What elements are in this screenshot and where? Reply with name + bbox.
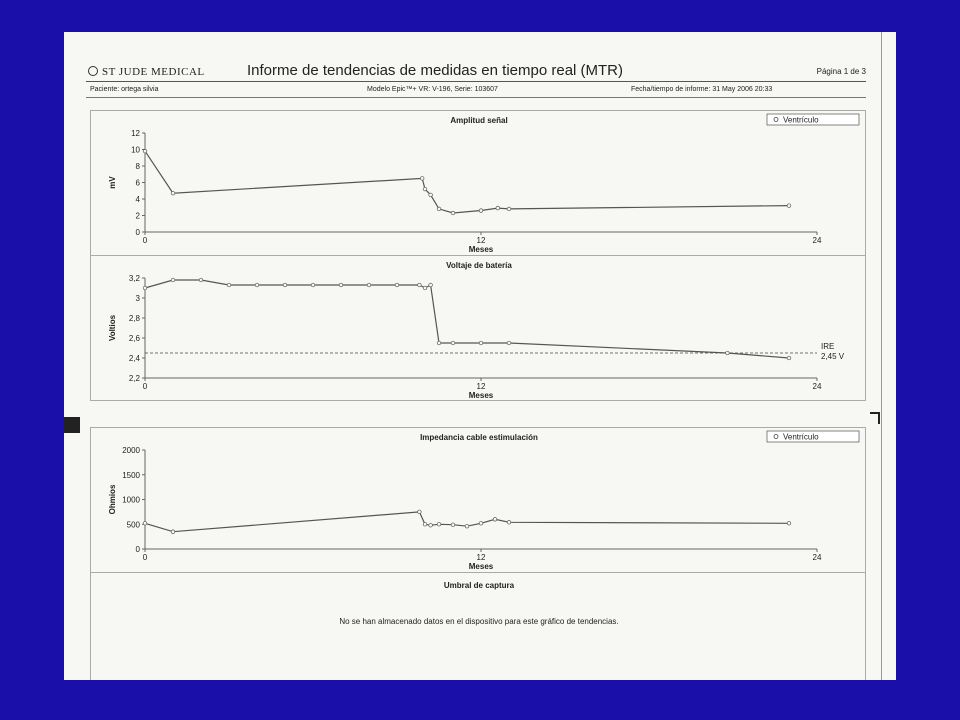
y-tick-label: 3 <box>135 294 140 303</box>
y-tick-label: 2,4 <box>128 354 140 363</box>
brand-name: ST JUDE MEDICAL <box>102 66 205 78</box>
y-axis-label: mV <box>108 176 117 189</box>
chart-panel-signal-amplitude <box>90 110 866 255</box>
x-tick-label: 12 <box>476 236 486 245</box>
data-point <box>429 283 433 287</box>
data-point <box>437 341 441 345</box>
data-point <box>465 524 469 528</box>
y-tick-label: 3,2 <box>128 274 140 283</box>
y-tick-label: 2,6 <box>128 334 140 343</box>
data-point <box>311 283 315 287</box>
x-axis-label: Meses <box>468 391 494 400</box>
report-date: Fecha/tiempo de informe: 31 May 2006 20:33 <box>631 86 773 93</box>
chart-title: Impedancia cable estimulación <box>420 433 538 442</box>
series-line <box>145 512 789 532</box>
y-tick-label: 2,8 <box>128 314 140 323</box>
data-point <box>395 283 399 287</box>
data-point <box>283 283 287 287</box>
y-axis-label: Ohmios <box>108 484 117 515</box>
y-tick-label: 4 <box>135 195 140 204</box>
y-tick-label: 1500 <box>122 470 140 480</box>
y-tick-label: 2 <box>135 211 140 221</box>
y-tick-label: 0 <box>135 228 140 237</box>
data-point <box>726 351 730 355</box>
data-point <box>451 211 455 215</box>
data-point <box>479 209 483 213</box>
capture-threshold-panel <box>90 572 866 680</box>
header-divider-2 <box>86 97 866 98</box>
logo-icon <box>88 66 98 76</box>
data-point <box>493 518 497 522</box>
y-tick-label: 2,2 <box>128 374 140 383</box>
data-point <box>339 283 343 287</box>
x-tick-label: 12 <box>476 553 486 562</box>
data-point <box>451 341 455 345</box>
data-point <box>507 520 511 524</box>
chart-battery-voltage <box>91 256 867 402</box>
capture-threshold-title: Umbral de captura <box>443 581 515 590</box>
data-point <box>429 523 433 527</box>
x-axis-label: Meses <box>468 245 494 254</box>
patient-name: Paciente: ortega silvia <box>90 86 159 93</box>
y-tick-label: 10 <box>131 145 140 155</box>
x-tick-label: 0 <box>142 553 148 562</box>
data-point <box>479 521 483 525</box>
data-point <box>367 283 371 287</box>
data-point <box>143 521 147 525</box>
page-edge-line <box>881 32 882 680</box>
y-tick-label: 2000 <box>122 446 140 455</box>
chart-lead-impedance <box>91 428 867 573</box>
data-point <box>171 530 175 534</box>
data-point <box>199 278 203 282</box>
data-point <box>143 286 147 290</box>
series-line <box>145 280 789 358</box>
data-point <box>479 341 483 345</box>
reference-value-label: 2,45 V <box>821 352 845 361</box>
series-line <box>145 151 789 213</box>
data-point <box>143 149 147 153</box>
device-model: Modelo Epic™+ VR: V-196, Serie: 103607 <box>367 86 498 93</box>
x-tick-label: 24 <box>812 382 822 391</box>
scan-mark <box>64 417 80 433</box>
x-tick-label: 24 <box>812 553 822 562</box>
y-tick-label: 8 <box>135 162 140 171</box>
x-axis-label: Meses <box>468 562 494 571</box>
x-tick-label: 0 <box>142 236 148 245</box>
chart-panel-lead-impedance <box>90 427 866 572</box>
y-tick-label: 1000 <box>122 495 140 505</box>
no-data-message: No se han almacenado datos en el dispositivo para este gráfico de tendencias. <box>339 617 619 626</box>
data-point <box>787 204 791 208</box>
legend-label: Ventrículo <box>783 115 819 125</box>
y-tick-label: 0 <box>135 545 140 554</box>
data-point <box>418 510 422 514</box>
data-point <box>451 523 455 527</box>
report-paper <box>64 32 896 680</box>
report-title: Informe de tendencias de medidas en tiempo real (MTR) <box>247 62 624 79</box>
data-point <box>418 283 422 287</box>
x-tick-label: 0 <box>142 382 148 391</box>
chart-title: Voltaje de batería <box>446 261 512 270</box>
x-tick-label: 24 <box>812 236 822 245</box>
data-point <box>787 356 791 360</box>
data-point <box>507 207 511 211</box>
y-axis-label: Voltios <box>108 314 117 342</box>
data-point <box>437 207 441 211</box>
chart-panel-battery-voltage <box>90 255 866 401</box>
data-point <box>227 283 231 287</box>
x-tick-label: 12 <box>476 382 486 391</box>
data-point <box>255 283 259 287</box>
y-tick-label: 12 <box>131 129 140 138</box>
corner-mark <box>870 412 880 424</box>
legend-label: Ventrículo <box>783 432 819 442</box>
brand-logo <box>88 66 205 78</box>
data-point <box>437 522 441 526</box>
chart-signal-amplitude <box>91 111 867 256</box>
data-point <box>429 193 433 197</box>
chart-title: Amplitud señal <box>450 116 508 125</box>
page-number: Página 1 de 3 <box>816 67 866 76</box>
data-point <box>420 177 424 181</box>
data-point <box>496 206 500 210</box>
data-point <box>423 522 427 526</box>
data-point <box>171 278 175 282</box>
data-point <box>171 191 175 195</box>
data-point <box>787 521 791 525</box>
header-divider <box>86 81 866 82</box>
data-point <box>507 341 511 345</box>
y-tick-label: 6 <box>135 178 140 188</box>
reference-label: IRE <box>821 342 835 351</box>
y-tick-label: 500 <box>126 520 140 530</box>
data-point <box>423 187 427 191</box>
data-point <box>423 286 427 290</box>
